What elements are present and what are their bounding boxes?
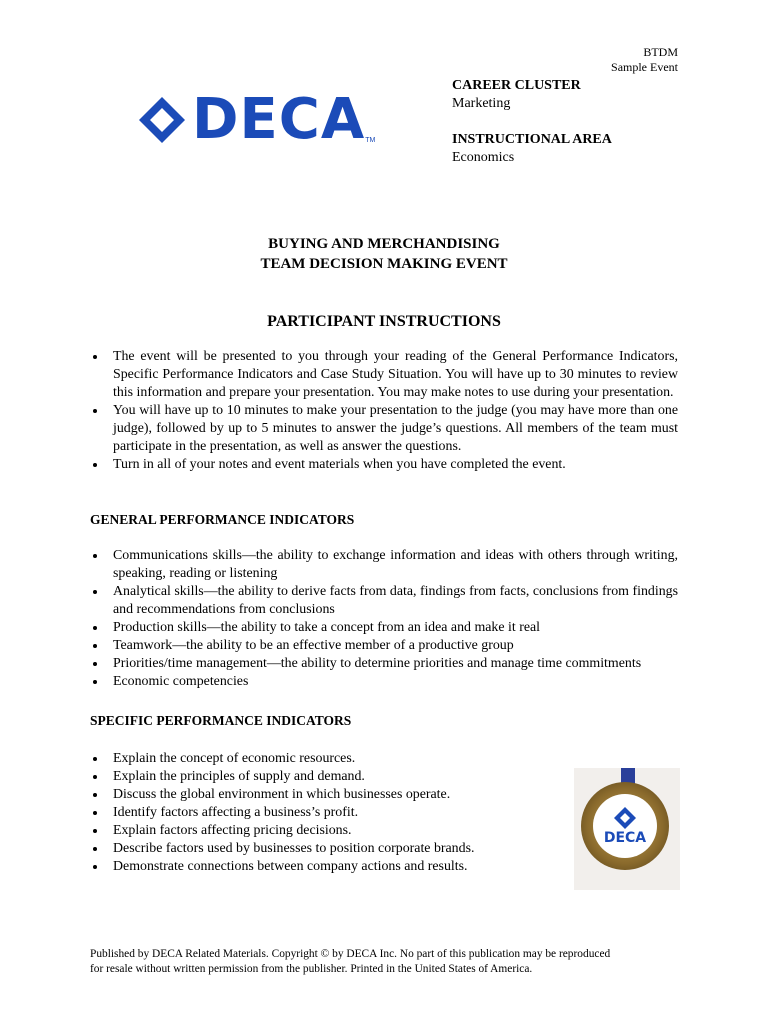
- list-item: Explain the principles of supply and demand.: [90, 768, 678, 786]
- general-performance-indicators-list: [90, 547, 678, 691]
- logo-text: DECA: [192, 87, 366, 152]
- footer-line-1: Published by DECA Related Materials. Copyright © by DECA Inc. No part of this publication may be reproduced: [90, 948, 611, 960]
- career-cluster-label: CAREER CLUSTER: [452, 78, 581, 93]
- list-item: You will have up to 10 minutes to make your presentation to the judge (you may have more than one judge), followed by up to 5 minutes to answer the judge’s questions. All members of the team must participate in the presentation, as well as answer the questions.: [90, 402, 678, 456]
- list-item: Production skills—the ability to take a concept from an idea and make it real: [90, 619, 678, 637]
- instructional-area-label: INSTRUCTIONAL AREA: [452, 132, 612, 147]
- copyright-footer: [90, 947, 690, 977]
- list-item: Analytical skills—the ability to derive facts from data, findings from facts, conclusions from findings and recommendations from conclusions: [90, 583, 678, 619]
- medal-text: DECA: [603, 830, 647, 846]
- document-title: [0, 234, 768, 274]
- list-item: Turn in all of your notes and event materials when you have completed the event.: [90, 456, 678, 474]
- list-item: Explain factors affecting pricing decisions.: [90, 822, 678, 840]
- event-code-block: [611, 45, 678, 75]
- participant-instructions-list: [90, 348, 678, 474]
- list-item: Describe factors used by businesses to position corporate brands.: [90, 840, 678, 858]
- event-type: Sample Event: [611, 60, 678, 74]
- list-item: Discuss the global environment in which businesses operate.: [90, 786, 678, 804]
- list-item: Priorities/time management—the ability to determine priorities and manage time commitments: [90, 655, 678, 673]
- instructional-area-value: Economics: [452, 150, 515, 165]
- event-code: BTDM: [643, 45, 678, 59]
- list-item: Demonstrate connections between company actions and results.: [90, 858, 678, 876]
- list-item: The event will be presented to you through your reading of the General Performance Indicators, Specific Performance Indicators and Case Study Situation. You will have up to 30 minutes to review this information and prepare your presentation. You may make notes to use during your presentation.: [90, 348, 678, 402]
- footer-line-2: for resale without written permission from the publisher. Printed in the United States of America.: [90, 963, 533, 975]
- list-item: Teamwork—the ability to be an effective member of a productive group: [90, 637, 678, 655]
- deca-logo: [136, 87, 376, 152]
- logo-trademark: TM: [365, 137, 376, 144]
- list-item: Communications skills—the ability to exchange information and ideas with others through writing, speaking, reading or listening: [90, 547, 678, 583]
- cluster-info: [452, 77, 612, 167]
- title-line-2: TEAM DECISION MAKING EVENT: [260, 256, 508, 272]
- list-item: Identify factors affecting a business’s profit.: [90, 804, 678, 822]
- career-cluster-value: Marketing: [452, 96, 511, 111]
- list-item: Explain the concept of economic resources.: [90, 750, 678, 768]
- medal-ring: [581, 782, 669, 870]
- list-item: Economic competencies: [90, 673, 678, 691]
- specific-performance-indicators-heading: SPECIFIC PERFORMANCE INDICATORS: [90, 713, 352, 728]
- deca-diamond-icon: [613, 806, 637, 830]
- participant-instructions-heading: PARTICIPANT INSTRUCTIONS: [267, 313, 501, 330]
- title-line-1: BUYING AND MERCHANDISING: [268, 236, 500, 252]
- medal-face: [593, 794, 657, 858]
- deca-medal-image: [574, 768, 680, 890]
- deca-diamond-icon: [136, 94, 188, 146]
- general-performance-indicators-heading: GENERAL PERFORMANCE INDICATORS: [90, 512, 355, 527]
